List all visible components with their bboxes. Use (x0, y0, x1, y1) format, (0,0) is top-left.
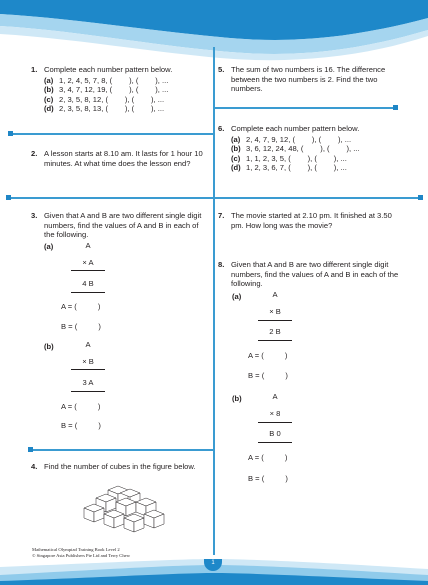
product: B 0 (269, 429, 281, 438)
question-text: Complete each number pattern below. (44, 65, 173, 74)
multiplier: × B (269, 307, 281, 316)
product-line (258, 442, 292, 443)
product-line (71, 270, 105, 271)
pattern-list (44, 76, 207, 114)
product-line (71, 292, 105, 293)
row-divider-q5 (213, 107, 395, 109)
answer-b: B = ( ) (248, 474, 288, 483)
part-label: (a) (44, 242, 54, 251)
question-number: 2. (31, 149, 38, 158)
row-divider-q1 (10, 133, 213, 135)
question-text: Given that A and B are two different single digit numbers, find the values of A and B in each of the following. (44, 211, 202, 240)
question-text: Find the number of cubes in the figure below. (44, 462, 196, 471)
pattern-row: (c) 2, 3, 5, 8, 12, ( ), ( ), ... (44, 94, 165, 104)
question-number: 1. (31, 65, 38, 74)
question-2 (31, 149, 206, 168)
answer-a: A = ( ) (61, 402, 101, 411)
divider-marker (6, 195, 11, 200)
multiplicand: A (272, 392, 278, 401)
cube-stack-figure (78, 484, 168, 534)
answer-b: B = ( ) (248, 371, 288, 380)
pattern-row: (b) 3, 4, 7, 12, 19, ( ), ( ), ... (44, 85, 169, 95)
multiplicand: A (85, 340, 91, 349)
question-3 (31, 211, 209, 240)
divider-marker (28, 447, 33, 452)
page-number: 1 (211, 560, 215, 566)
question-number: 4. (31, 462, 38, 471)
pattern-row: (d) 1, 2, 3, 6, 7, ( ), ( ), ... (231, 163, 347, 173)
answer-a: A = ( ) (248, 453, 288, 462)
pattern-row: (b) 3, 6, 12, 24, 48, ( ), ( ), ... (231, 144, 360, 154)
row-divider-left-mid (8, 197, 213, 199)
question-8 (218, 260, 402, 289)
product-line (71, 369, 105, 370)
question-text: Given that A and B are two different single digit numbers, find the values of A and B in each of the following. (231, 260, 399, 289)
pattern-list (231, 135, 404, 173)
question-number: 7. (218, 211, 225, 220)
answer-b: B = ( ) (61, 421, 101, 430)
pattern-row: (a) 1, 2, 4, 5, 7, 8, ( ), ( ), ... (44, 75, 169, 85)
question-text: Complete each number pattern below. (231, 124, 360, 133)
answer-a: A = ( ) (61, 302, 101, 311)
multiplier: × A (82, 258, 94, 267)
copyright-line: © Singapore Asia Publishers Pte Ltd and Terry Chew (32, 553, 131, 558)
question-text: The movie started at 2.10 pm. It finished at 3.50 pm. How long was the movie? (231, 211, 392, 230)
part-label: (b) (44, 342, 54, 351)
column-divider (213, 47, 215, 555)
multiplicand: A (272, 290, 278, 299)
question-1 (31, 65, 207, 114)
divider-marker (393, 105, 398, 110)
question-number: 5. (218, 65, 225, 74)
question-number: 8. (218, 260, 225, 269)
multiplier: × B (82, 357, 94, 366)
question-5 (218, 65, 398, 94)
question-6 (218, 124, 404, 173)
divider-marker (418, 195, 423, 200)
divider-marker (8, 131, 13, 136)
answer-a: A = ( ) (248, 351, 288, 360)
product: 2 B (269, 327, 281, 336)
question-4 (31, 462, 209, 472)
product: 4 B (82, 279, 94, 288)
book-title: Mathematical Olympiad Training Book Level 2 (32, 547, 120, 552)
multiplicand: A (85, 241, 91, 250)
product-line (71, 391, 105, 392)
product-line (258, 320, 292, 321)
row-divider-q3 (30, 449, 213, 451)
question-number: 6. (218, 124, 225, 133)
question-text: The sum of two numbers is 16. The difference between the two numbers is 2. Find the two numbers. (231, 65, 386, 94)
product-line (258, 422, 292, 423)
row-divider-right-mid (213, 197, 420, 199)
pattern-row: (c) 1, 1, 2, 3, 5, ( ), ( ), ... (231, 153, 347, 163)
question-7 (218, 211, 402, 230)
pattern-row: (d) 2, 3, 5, 8, 13, ( ), ( ), ... (44, 104, 165, 114)
question-text: A lesson starts at 8.10 am. It lasts for 1 hour 10 minutes. At what time does the lesson end? (44, 149, 203, 168)
question-number: 3. (31, 211, 38, 220)
product-line (258, 340, 292, 341)
part-label: (b) (232, 394, 242, 403)
answer-b: B = ( ) (61, 322, 101, 331)
pattern-row: (a) 2, 4, 7, 9, 12, ( ), ( ), ... (231, 134, 352, 144)
product: 3 A (82, 378, 94, 387)
multiplier: × 8 (269, 409, 281, 418)
part-label: (a) (232, 292, 242, 301)
